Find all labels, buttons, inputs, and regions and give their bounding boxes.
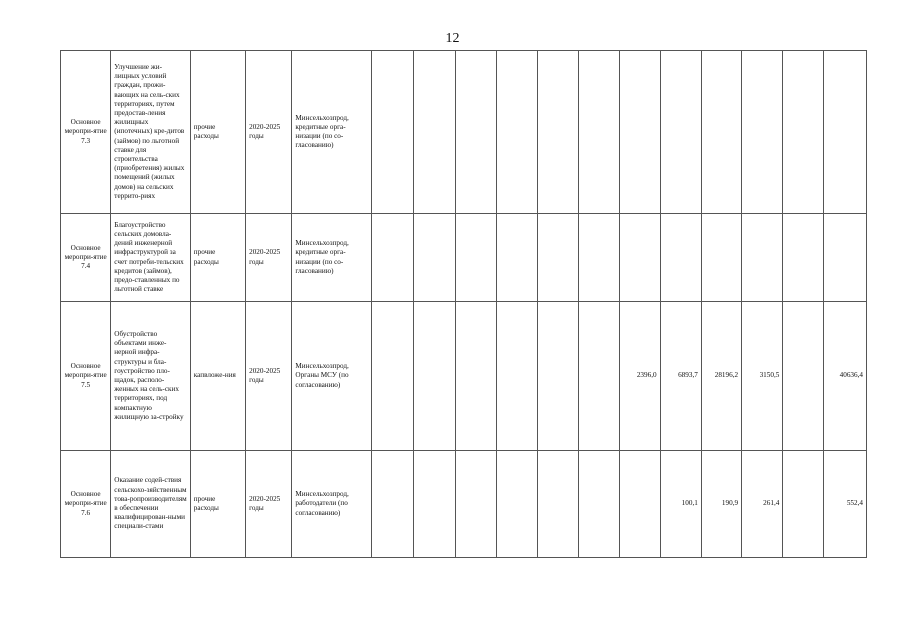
expense-type-cell: прочие расходы <box>190 451 245 558</box>
event-cell: Основное меропри-ятие 7.5 <box>61 302 111 451</box>
value-cell <box>414 214 456 302</box>
value-cell <box>701 214 741 302</box>
value-cell <box>620 451 660 558</box>
value-cell <box>414 51 456 214</box>
value-cell <box>537 451 578 558</box>
value-cell <box>496 51 537 214</box>
description-cell: Благоустройство сельских домовла-дений инженерной инфраструктурой за счет потреби-тельских кредитов (займов), предо-ставленных по льготной ставке <box>111 214 190 302</box>
value-cell <box>783 51 823 214</box>
value-cell <box>456 214 496 302</box>
event-cell: Основное меропри-ятие 7.6 <box>61 451 111 558</box>
event-cell: Основное меропри-ятие 7.4 <box>61 214 111 302</box>
value-cell: 552,4 <box>823 451 866 558</box>
value-cell <box>414 451 456 558</box>
executor-cell: Минсельхозпрод, Органы МСУ (по согласованию) <box>292 302 371 451</box>
value-cell <box>537 214 578 302</box>
value-cell <box>783 302 823 451</box>
program-events-table <box>60 50 867 558</box>
value-cell <box>496 451 537 558</box>
table-row <box>61 451 867 558</box>
value-cell <box>783 214 823 302</box>
event-cell: Основное меропри-ятие 7.3 <box>61 51 111 214</box>
value-cell: 261,4 <box>742 451 783 558</box>
table-row <box>61 302 867 451</box>
value-cell <box>579 451 620 558</box>
value-cell <box>371 214 413 302</box>
years-cell: 2020-2025 годы <box>246 302 292 451</box>
table-row <box>61 214 867 302</box>
value-cell <box>742 51 783 214</box>
value-cell <box>660 51 701 214</box>
years-cell: 2020-2025 годы <box>246 51 292 214</box>
value-cell: 6893,7 <box>660 302 701 451</box>
years-cell: 2020-2025 годы <box>246 214 292 302</box>
value-cell <box>742 214 783 302</box>
value-cell: 190,9 <box>701 451 741 558</box>
executor-cell: Минсельхозпрод, работодатели (по согласованию) <box>292 451 371 558</box>
executor-cell: Минсельхозпрод, кредитные орга-низации (по со-гласованию) <box>292 214 371 302</box>
value-cell: 40636,4 <box>823 302 866 451</box>
value-cell <box>660 214 701 302</box>
value-cell <box>823 214 866 302</box>
value-cell: 100,1 <box>660 451 701 558</box>
value-cell <box>823 51 866 214</box>
expense-type-cell: прочие расходы <box>190 214 245 302</box>
value-cell <box>456 302 496 451</box>
value-cell <box>371 302 413 451</box>
value-cell <box>620 51 660 214</box>
description-cell: Улучшение жи-лищных условий граждан, прожи-вающих на сель-ских территориях, путем предостав-ления жилищных (ипотечных) кре-дитов (займов) по льготной ставке для строительства (приобретения) жилых помещений (жилых домов) на сельских террито-риях <box>111 51 190 214</box>
value-cell <box>701 51 741 214</box>
value-cell <box>414 302 456 451</box>
value-cell <box>456 451 496 558</box>
description-cell: Обустройство объектами инже-нерной инфра-структуры и бла-гоустройство пло-щадок, располо-женных на сель-ских территориях, под компактную жилищную за-стройку <box>111 302 190 451</box>
value-cell <box>620 214 660 302</box>
description-cell: Оказание содей-ствия сельскохо-зяйственным това-ропроизводителям в обеспечении квалифицирован-ными специали-стами <box>111 451 190 558</box>
value-cell <box>371 451 413 558</box>
value-cell: 2396,0 <box>620 302 660 451</box>
executor-cell: Минсельхозпрод, кредитные орга-низации (по со-гласованию) <box>292 51 371 214</box>
value-cell <box>496 302 537 451</box>
value-cell <box>456 51 496 214</box>
value-cell <box>537 51 578 214</box>
page-number: 12 <box>445 31 460 46</box>
table-row <box>61 51 867 214</box>
years-cell: 2020-2025 годы <box>246 451 292 558</box>
expense-type-cell: капвложе-ния <box>190 302 245 451</box>
value-cell: 3150,5 <box>742 302 783 451</box>
value-cell <box>579 302 620 451</box>
value-cell <box>371 51 413 214</box>
value-cell <box>537 302 578 451</box>
value-cell <box>579 51 620 214</box>
value-cell <box>496 214 537 302</box>
expense-type-cell: прочие расходы <box>190 51 245 214</box>
value-cell <box>579 214 620 302</box>
value-cell <box>783 451 823 558</box>
value-cell: 28196,2 <box>701 302 741 451</box>
